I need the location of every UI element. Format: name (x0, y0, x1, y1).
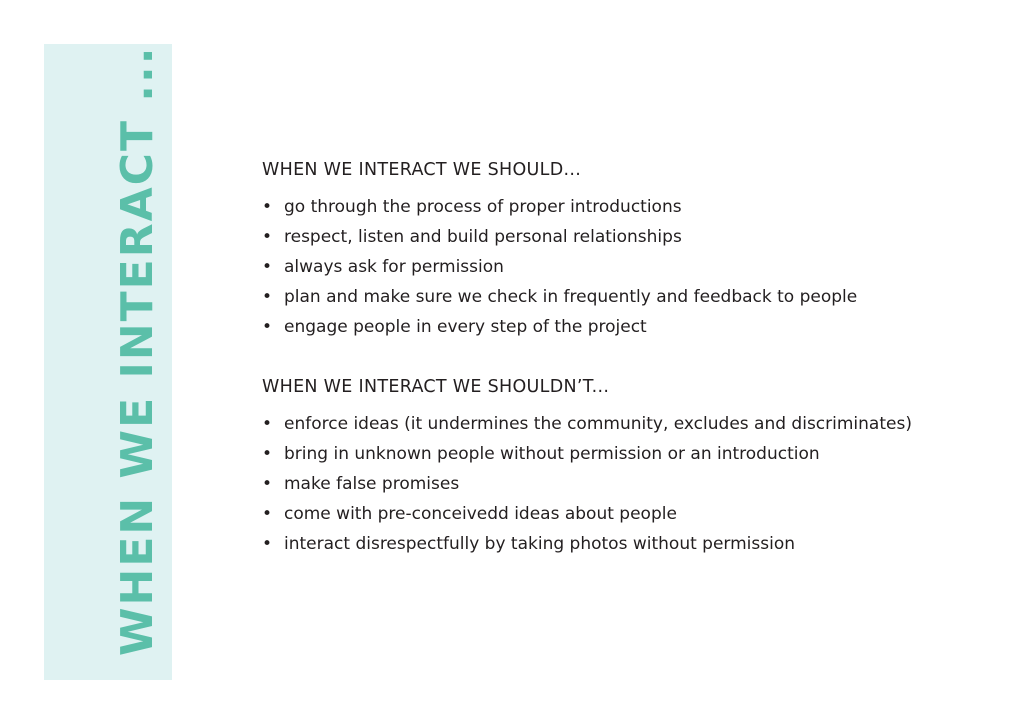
list-item (262, 252, 992, 282)
should-heading: WHEN WE INTERACT WE SHOULD... (262, 160, 582, 180)
list-item-text: bring in unknown people without permission or an introduction (284, 444, 820, 464)
list-item-text: respect, listen and build personal relationships (284, 227, 682, 247)
bullet-icon: • (262, 317, 273, 337)
list-item-text: enforce ideas (it undermines the community, excludes and discriminates) (284, 414, 912, 434)
should-list (262, 192, 992, 342)
list-item (262, 529, 992, 559)
list-item (262, 439, 992, 469)
shouldnt-list (262, 409, 992, 559)
list-item (262, 222, 992, 252)
side-title: WHEN WE INTERACT ... (112, 45, 163, 656)
main-content (262, 156, 992, 559)
section-spacer (262, 342, 992, 373)
list-item-text: plan and make sure we check in frequently and feedback to people (284, 287, 858, 307)
list-item (262, 409, 992, 439)
list-item (262, 192, 992, 222)
list-item-text: interact disrespectfully by taking photos without permission (284, 534, 795, 554)
list-item-text: make false promises (284, 474, 460, 494)
list-item (262, 469, 992, 499)
list-item-text: come with pre-conceivedd ideas about people (284, 504, 677, 524)
bullet-icon: • (262, 504, 273, 524)
bullet-icon: • (262, 227, 273, 247)
list-item (262, 312, 992, 342)
should-section (262, 156, 992, 342)
bullet-icon: • (262, 534, 273, 554)
bullet-icon: • (262, 287, 273, 307)
bullet-icon: • (262, 444, 273, 464)
list-item-text: always ask for permission (284, 257, 504, 277)
list-item (262, 282, 992, 312)
list-item-text: engage people in every step of the project (284, 317, 647, 337)
bullet-icon: • (262, 414, 273, 434)
shouldnt-section (262, 373, 992, 559)
shouldnt-heading: WHEN WE INTERACT WE SHOULDN’T... (262, 377, 610, 397)
bullet-icon: • (262, 197, 273, 217)
bullet-icon: • (262, 257, 273, 277)
bullet-icon: • (262, 474, 273, 494)
list-item-text: go through the process of proper introductions (284, 197, 682, 217)
list-item (262, 499, 992, 529)
